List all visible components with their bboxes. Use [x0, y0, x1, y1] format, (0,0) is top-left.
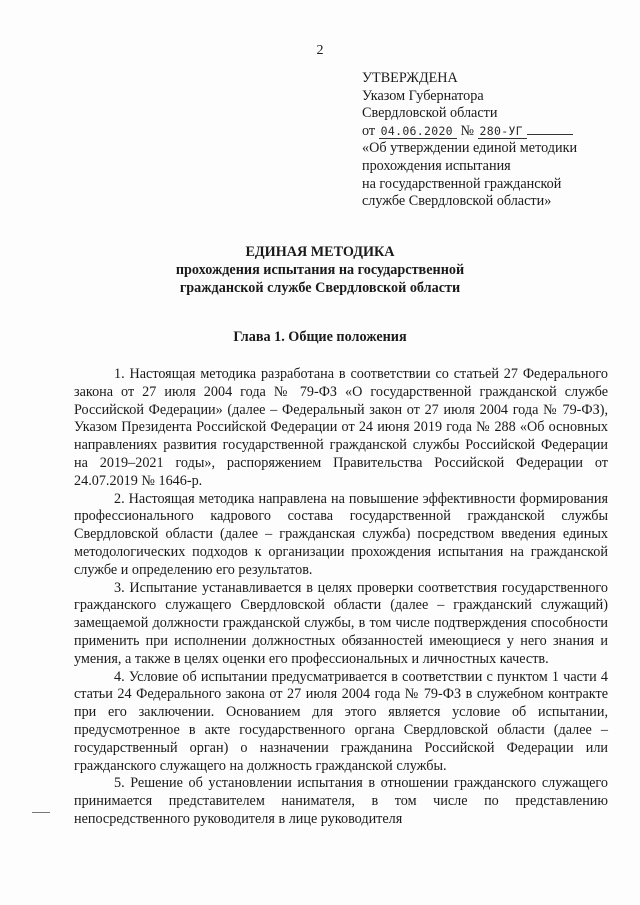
paragraph-2: 2. Настоящая методика направлена на повышение эффективности формирования профессионального кадрового состава государственной гражданской службы Свердловской области (далее – гражданская служба) посредством введения единых методологических подходов к организации прохождения испытания на гражданской службе и определению его результатов. [74, 490, 608, 578]
decree-number: 280-УГ [478, 124, 527, 139]
decree-date: 04.06.2020 [379, 124, 457, 139]
margin-mark [32, 812, 50, 813]
page-number: 2 [316, 43, 324, 58]
chapter-heading: Глава 1. Общие положения [233, 329, 407, 345]
approval-region: Свердловской области [362, 105, 498, 122]
approval-date-line [362, 123, 612, 141]
number-underline [527, 124, 573, 135]
decree-title-line-4: службе Свердловской области» [362, 193, 552, 210]
decree-title-line-1: «Об утверждении единой методики [362, 140, 578, 157]
paragraph-5: 5. Решение об установлении испытания в отношении гражданского служащего принимается представителем нанимателя, в том числе по представлению непосредственного руководителя в лице руководителя [74, 775, 608, 827]
date-prefix: от [362, 122, 376, 139]
number-prefix: № [460, 122, 474, 139]
body-text [74, 366, 608, 829]
document-title-line-1: ЕДИНАЯ МЕТОДИКА [245, 244, 395, 260]
decree-title-line-2: прохождения испытания [362, 157, 511, 174]
document-title-line-2: прохождения испытания на государственной [175, 262, 465, 278]
approval-heading: УТВЕРЖДЕНА [362, 70, 458, 86]
document-title-line-3: гражданской службе Свердловской области [179, 280, 461, 296]
document-title [0, 243, 640, 297]
paragraph-1: 1. Настоящая методика разработана в соответствии со статьей 27 Федерального закона от 27 июля 2004 года № 79-ФЗ «О государственной гражданской службе Российской Федерации» (далее – Федеральный закон от 27 июля 2004 года № 79-ФЗ), Указом Президента Российской Федерации от 24 июня 2019 года № 288 «Об основных направлениях развития государственной гражданской службы Российской Федерации на 2019–2021 годы», распоряжением Правительства Российской Федерации от 24.07.2019 № 1646-р. [74, 366, 608, 489]
approval-block [362, 70, 612, 211]
decree-title-line-3: на государственной гражданской [362, 175, 562, 192]
approval-issuer: Указом Губернатора [362, 87, 484, 104]
paragraph-3: 3. Испытание устанавливается в целях проверки соответствия государственного гражданского служащего Свердловской области (далее – гражданский служащий) замещаемой должности гражданской службы, в том числе подтверждения способности применить при исполнении должностных обязанностей имеющиеся у него знания и умения, а также в целях оценки его профессиональных и личностных качеств. [74, 579, 608, 667]
paragraph-4: 4. Условие об испытании предусматривается в соответствии с пунктом 1 части 4 статьи 24 Федерального закона от 27 июля 2004 года № 79-ФЗ в служебном контракте при его заключении. Основанием для этого является условие об испытании, предусмотренное в акте государственного органа Свердловской области (далее – государственный орган) о назначении гражданина Российской Федерации или гражданского служащего на должность гражданской службы. [74, 668, 608, 774]
